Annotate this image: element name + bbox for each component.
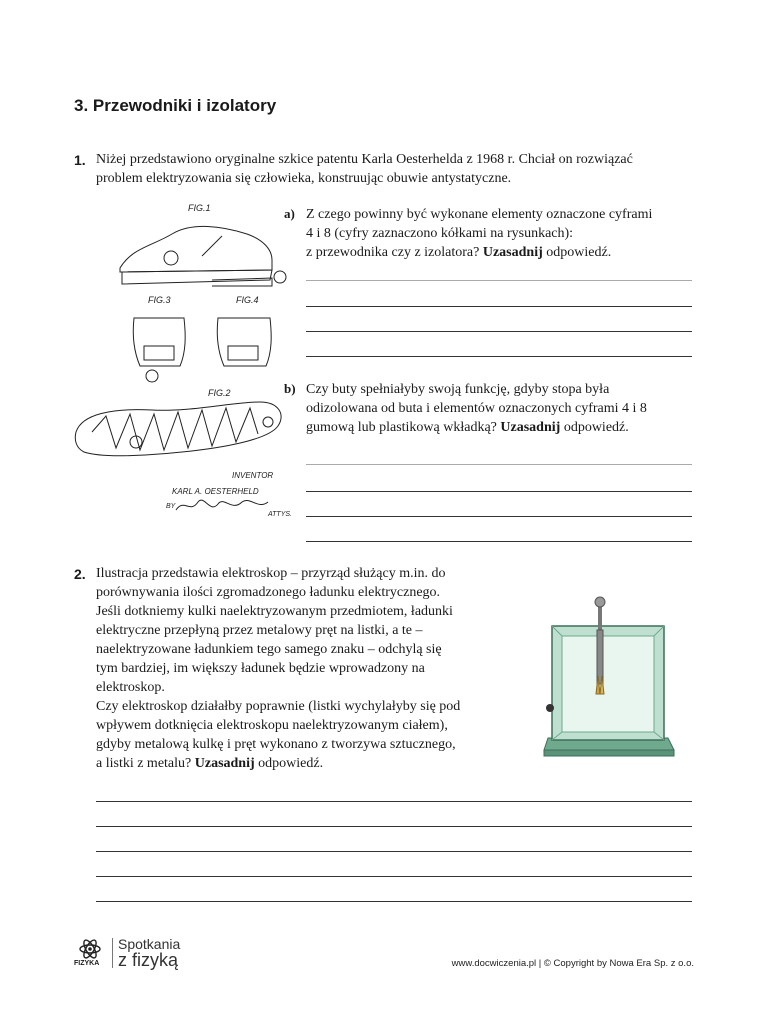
answer-line-q2-3[interactable] — [96, 851, 692, 852]
atom-logo-icon — [78, 938, 102, 960]
answer-line-a-1[interactable] — [306, 280, 692, 281]
circle-4-fig2 — [130, 436, 142, 448]
answer-line-b-4[interactable] — [306, 541, 692, 542]
question-1-number: 1. — [74, 152, 86, 168]
inventor-label: INVENTOR — [232, 471, 274, 480]
answer-line-a-4[interactable] — [306, 356, 692, 357]
answer-line-a-2[interactable] — [306, 306, 692, 307]
logo-line-2: z fizyką — [118, 950, 179, 970]
sub-a-text — [306, 205, 706, 262]
fig1-label: FIG.1 — [188, 203, 211, 213]
circle-8-fig2 — [263, 417, 273, 427]
intro-line: Niżej przedstawiono oryginalne szkice patentu Karla Oesterhelda z 1968 r. Chciał on rozwiązać — [96, 152, 633, 167]
section-title: 3. Przewodniki i izolatory — [74, 96, 277, 115]
q2-line: Czy elektroskop działałby poprawnie (listki wychylałyby się pod — [96, 699, 461, 714]
answer-line-q2-5[interactable] — [96, 901, 692, 902]
answer-line-q2-4[interactable] — [96, 876, 692, 877]
circle-8-fig1 — [274, 271, 286, 283]
q2-line: Ilustracja przedstawia elektroskop – przyrząd służący m.in. do — [96, 566, 446, 581]
answer-line-q2-1[interactable] — [96, 801, 692, 802]
logo-subject: FIZYKA — [74, 960, 100, 967]
fig3-label: FIG.3 — [148, 295, 171, 305]
footer-copyright: www.docwiczenia.pl | © Copyright by Nowa Era Sp. z o.o. — [451, 958, 694, 969]
patent-drawing — [72, 196, 304, 518]
sub-b-line: Czy buty spełniałyby swoją funkcję, gdyby stopa była — [306, 382, 610, 397]
q2-line: gdyby metalową kulkę i pręt wykonano z tworzywa sztucznego, — [96, 737, 456, 752]
fig2-label: FIG.2 — [208, 388, 231, 398]
sub-a-line-last: z przewodnika czy z izolatora? Uzasadnij odpowiedź. — [306, 245, 612, 260]
q2-line-last: a listki z metalu? Uzasadnij odpowiedź. — [96, 756, 324, 771]
signature-scribble — [176, 500, 268, 510]
sub-a-line: Z czego powinny być wykonane elementy oznaczone cyframi — [306, 207, 653, 222]
q2-line: tym bardziej, im większy ładunek będzie wprowadzony na — [96, 661, 425, 676]
q2-line: elektryczne przepłyną przez metalowy pręt na listki, a te – — [96, 623, 423, 638]
sub-b-label: b) — [284, 381, 296, 396]
answer-line-b-2[interactable] — [306, 491, 692, 492]
attys-label: ATTYS. — [268, 511, 292, 518]
inventor-name: KARL A. OESTERHELD — [172, 487, 259, 496]
sub-a-label: a) — [284, 206, 295, 221]
q2-line: naelektryzowane ładunkiem tego samego znaku – odchylą się — [96, 642, 442, 657]
logo-line-1: Spotkania — [118, 936, 181, 952]
question-2-text — [96, 564, 516, 773]
q2-line: elektroskop. — [96, 680, 165, 695]
question-2-number: 2. — [74, 566, 86, 582]
sub-b-text — [306, 380, 706, 437]
question-1-intro — [96, 150, 706, 188]
sub-b-line: odizolowana od buta i elementów oznaczonych cyframi 4 i 8 — [306, 401, 647, 416]
answer-line-b-3[interactable] — [306, 516, 692, 517]
by-label: BY — [166, 503, 176, 510]
answer-line-b-1[interactable] — [306, 464, 692, 465]
circle-4-fig1 — [164, 251, 178, 265]
sub-b-line-last: gumową lub plastikową wkładką? Uzasadnij odpowiedź. — [306, 420, 629, 435]
fig4-label: FIG.4 — [236, 295, 259, 305]
q2-line: Jeśli dotkniemy kulki naelektryzowanym przedmiotem, ładunki — [96, 604, 453, 619]
q2-line: porównywania ilości zgromadzonego ładunku elektrycznego. — [96, 585, 441, 600]
intro-line: problem elektryzowania się człowieka, konstruując obuwie antystatyczne. — [96, 171, 512, 186]
logo-separator — [112, 938, 113, 968]
circle-8-fig3 — [146, 370, 158, 382]
q2-line: wpływem dotknięcia elektroskopu naelektryzowanym ciałem), — [96, 718, 448, 733]
electroscope-illustration — [540, 590, 680, 760]
answer-line-q2-2[interactable] — [96, 826, 692, 827]
answer-line-a-3[interactable] — [306, 331, 692, 332]
sub-a-line: 4 i 8 (cyfry zaznaczono kółkami na rysunkach): — [306, 226, 574, 241]
